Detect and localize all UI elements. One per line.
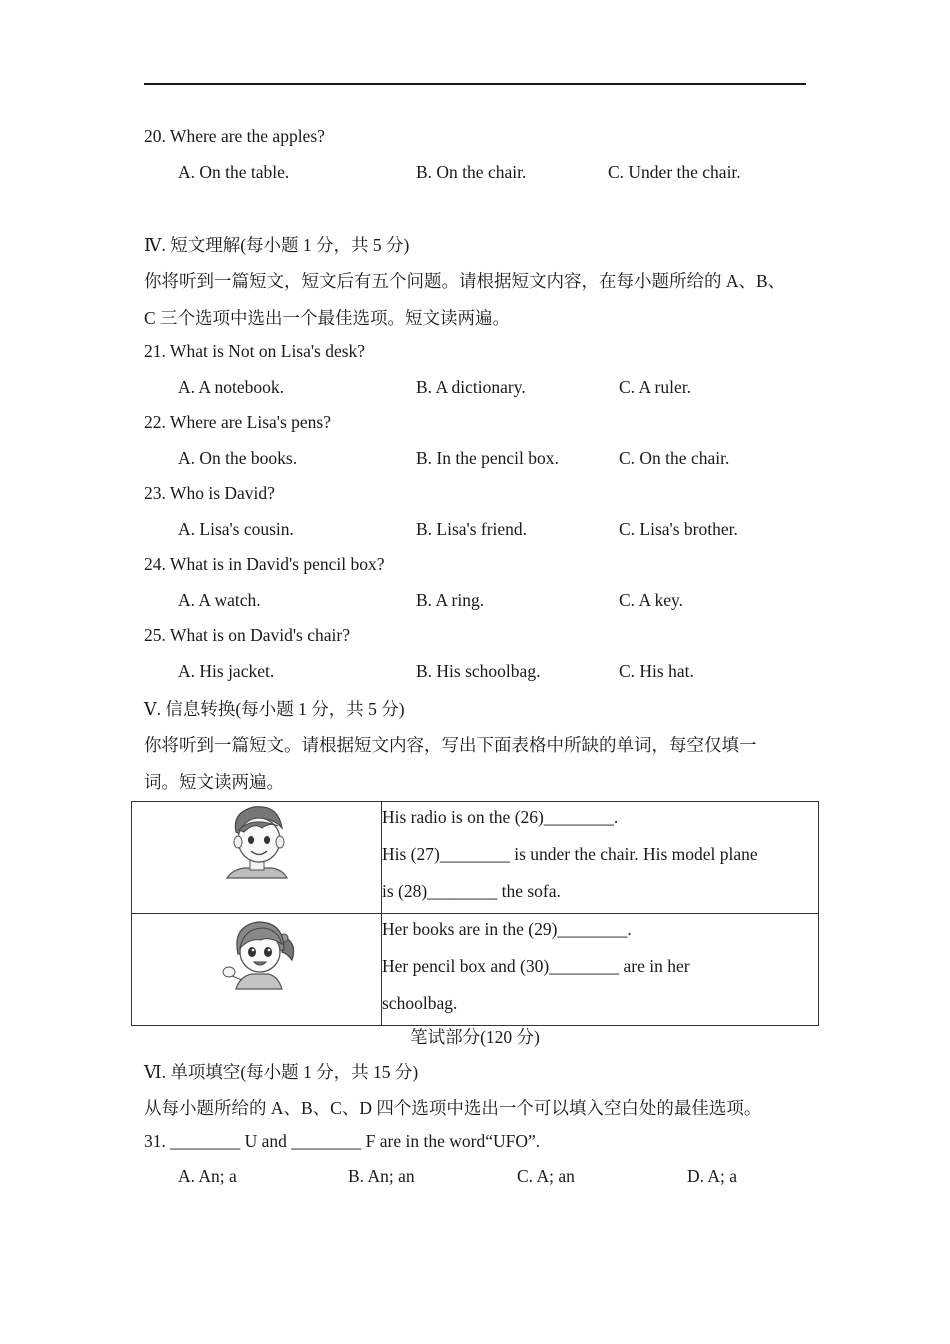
- option-b: B. His schoolbag.: [416, 661, 541, 681]
- question-stem: 20. Where are the apples?: [144, 126, 325, 146]
- option-b: B. A dictionary.: [416, 377, 526, 397]
- section-heading: Ⅳ. 短文理解(每小题 1 分，共 5 分): [144, 235, 410, 255]
- option-c: C. A ruler.: [619, 377, 691, 397]
- option-c: C. On the chair.: [619, 448, 730, 468]
- option-b: B. Lisa's friend.: [416, 519, 528, 539]
- section-instructions: 从每小题所给的 A、B、C、D 四个选项中选出一个可以填入空白处的最佳选项。: [144, 1098, 762, 1118]
- table-line: is (28)________ the sofa.: [382, 881, 561, 901]
- table-line: Her pencil box and (30)________ are in her: [382, 956, 690, 976]
- table-row: [132, 802, 819, 914]
- girl-cell: [132, 914, 382, 1026]
- boy-illustration: [132, 802, 381, 911]
- section-instructions: 词。短文读两遍。: [144, 772, 284, 792]
- section-heading: Ⅴ. 信息转换(每小题 1 分，共 5 分): [144, 699, 405, 719]
- option-a: A. A notebook.: [178, 377, 284, 397]
- option-c: C. Lisa's brother.: [619, 519, 738, 539]
- option-b: B. An; an: [348, 1166, 415, 1186]
- question-stem: 25. What is on David's chair?: [144, 625, 350, 645]
- table-line: schoolbag.: [382, 993, 458, 1013]
- option-a: A. An; a: [178, 1166, 237, 1186]
- option-b: B. On the chair.: [416, 162, 527, 182]
- section-instructions: C 三个选项中选出一个最佳选项。短文读两遍。: [144, 308, 511, 328]
- question-stem: 31. ________ U and ________ F are in the word“UFO”.: [144, 1131, 541, 1151]
- girl-text-cell: [382, 914, 819, 1026]
- table-line: His radio is on the (26)________.: [382, 807, 619, 827]
- section-heading: Ⅵ. 单项填空(每小题 1 分，共 15 分): [144, 1062, 419, 1082]
- option-b: B. A ring.: [416, 590, 485, 610]
- top-rule: [144, 83, 806, 85]
- info-table: [131, 801, 819, 1026]
- option-a: A. On the books.: [178, 448, 298, 468]
- table-row: [132, 914, 819, 1026]
- section-instructions: 你将听到一篇短文。请根据短文内容，写出下面表格中所缺的单词，每空仅填一: [144, 735, 757, 755]
- option-c: C. His hat.: [619, 661, 694, 681]
- option-c: C. A key.: [619, 590, 684, 610]
- option-a: A. A watch.: [178, 590, 261, 610]
- table-line: His (27)________ is under the chair. His model plane: [382, 844, 758, 864]
- boy-cell: [132, 802, 382, 914]
- option-a: A. Lisa's cousin.: [178, 519, 294, 539]
- written-part-title: 笔试部分(120 分): [410, 1027, 540, 1047]
- question-stem: 24. What is in David's pencil box?: [144, 554, 385, 574]
- section-instructions: 你将听到一篇短文，短文后有五个问题。请根据短文内容，在每小题所给的 A、B、: [144, 271, 786, 291]
- question-stem: 22. Where are Lisa's pens?: [144, 412, 331, 432]
- option-c: C. Under the chair.: [608, 162, 741, 182]
- option-d: D. A; a: [687, 1166, 738, 1186]
- boy-text-cell: [382, 802, 819, 914]
- question-stem: 23. Who is David?: [144, 483, 275, 503]
- option-a: A. On the table.: [178, 162, 290, 182]
- option-a: A. His jacket.: [178, 661, 275, 681]
- table-line: Her books are in the (29)________.: [382, 919, 632, 939]
- option-b: B. In the pencil box.: [416, 448, 559, 468]
- girl-illustration: [132, 914, 381, 1023]
- option-c: C. A; an: [517, 1166, 575, 1186]
- question-stem: 21. What is Not on Lisa's desk?: [144, 341, 366, 361]
